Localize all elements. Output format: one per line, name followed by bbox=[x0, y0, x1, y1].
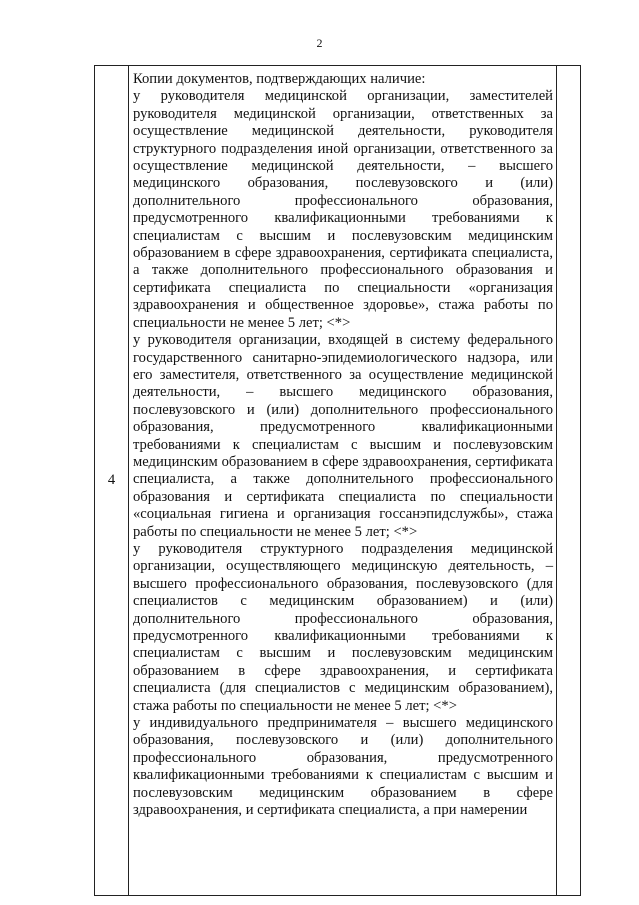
lead-paragraph: Копии документов, подтверждающих наличие: bbox=[133, 71, 426, 87]
paragraph-individual-entrepreneur: у индивидуального предпринимателя – высшего медицинского образования, послевузовского и (или) дополнительного профессионального образования, предусмотренного квалификационными требованиями к специалистам с высшим и послевузовским медицинским образованием в сфере здравоохранения, и сертификата специалиста, а при намерении bbox=[133, 715, 553, 819]
paragraph-medical-org-head: у руководителя медицинской организации, заместителей руководителя медицинской организации, ответственных за осуществление медицинской деятельности, руководителя структурного подразделения иной организации, ответственного за осуществление медицинской деятельности, – высшего медицинского образования, послевузовского и (или) дополнительного профессионального образования, предусмотренного квалификационными требованиями к специалистам с высшим и послевузовским медицинским образованием в сфере здравоохранения, сертификата специалиста, а также дополнительного профессионального образования и сертификата специалиста по специальности «организация здравоохранения и общественное здоровье», стажа работы по специальности не менее 5 лет; <*> bbox=[133, 88, 553, 331]
table-row bbox=[95, 66, 581, 896]
empty-cell bbox=[557, 66, 581, 896]
paragraph-sanitary-org-head: у руководителя организации, входящей в систему федерального государственного санитарно-эпидемиологического надзора, или его заместителя, ответственного за осуществление медицинской деятельности, – высшего медицинского образования, послевузовского и (или) дополнительного профессионального образования, предусмотренного квалификационными требованиями к специалистам с высшим и послевузовским медицинским образованием в сфере здравоохранения, сертификата специалиста, а также дополнительного профессионального образования и сертификата специалиста по специальности «социальная гигиена и организация госсанэпидслужбы», стажа работы по специальности не менее 5 лет; <*> bbox=[133, 332, 553, 540]
row-number: 4 bbox=[107, 472, 116, 488]
row-text bbox=[129, 66, 556, 895]
paragraph-division-head: у руководителя структурного подразделения медицинской организации, осуществляющего медицинскую деятельность, – высшего профессионального образования, послевузовского (для специалистов с медицинским образованием) и (или) дополнительного профессионального образования, предусмотренного квалификационными требованиями к специалистам с высшим и послевузовским медицинским образованием в сфере здравоохранения, и сертификата специалиста (для специалистов с медицинским образованием), стажа работы по специальности не менее 5 лет; <*> bbox=[133, 540, 553, 714]
requirements-table bbox=[94, 65, 581, 896]
row-text-cell bbox=[129, 66, 557, 896]
row-number-cell bbox=[95, 66, 129, 896]
page-number: 2 bbox=[316, 36, 323, 50]
